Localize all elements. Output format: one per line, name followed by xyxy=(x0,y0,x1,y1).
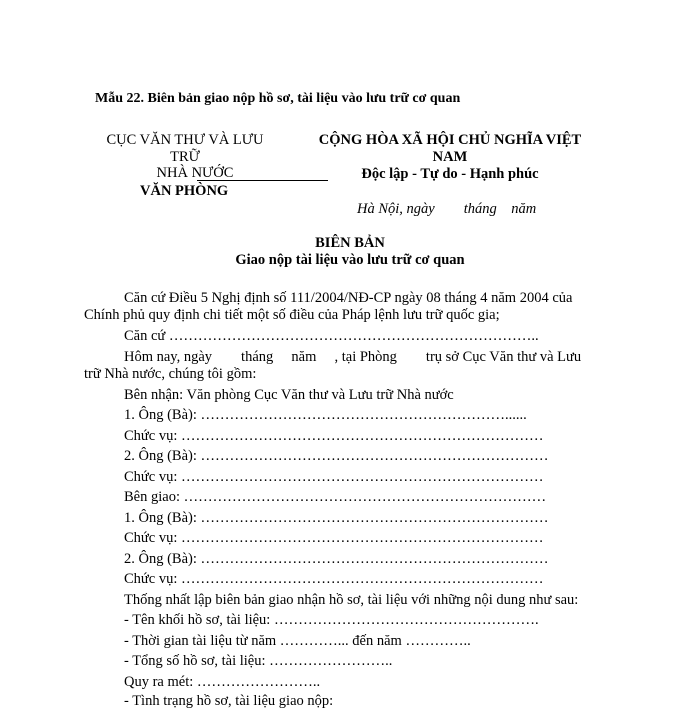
agency-name-line2: TRỮ xyxy=(170,149,200,165)
legal-basis-other: Căn cứ ………………………………………………………………….. xyxy=(124,328,539,344)
country-name-line1: CỘNG HÒA XÃ HỘI CHỦ NGHĨA VIỆT xyxy=(318,132,582,148)
giver-position-2: Chức vụ: ………………………………………………………………… xyxy=(124,571,544,587)
legal-basis-line2: Chính phủ quy định chi tiết một số điều của Pháp lệnh lưu trữ quốc gia; xyxy=(84,307,500,323)
document-subtitle: Giao nộp tài liệu vào lưu trữ cơ quan xyxy=(235,252,465,268)
item-total-records: - Tổng số hồ sơ, tài liệu: …………………….. xyxy=(124,653,393,669)
item-record-name: - Tên khối hồ sơ, tài liệu: ………………………………………………. xyxy=(124,612,539,628)
giver-person-2: 2. Ông (Bà): ……………………………………………………………… xyxy=(124,551,549,567)
country-name-line2: NAM xyxy=(432,149,468,165)
document-title: BIÊN BẢN xyxy=(315,235,385,251)
giver-party: Bên giao: ………………………………………………………………… xyxy=(124,489,547,505)
agreement-statement: Thống nhất lập biên bản giao nhận hồ sơ, tài liệu với những nội dung như sau: xyxy=(124,592,579,608)
form-title: Mẫu 22. Biên bản giao nộp hồ sơ, tài liệu vào lưu trữ cơ quan xyxy=(95,91,461,106)
item-condition: - Tình trạng hồ sơ, tài liệu giao nộp: xyxy=(124,693,334,709)
item-time-range: - Thời gian tài liệu từ năm …………... đến năm ………….. xyxy=(124,633,471,649)
place-date: Hà Nội, ngày tháng năm xyxy=(357,201,537,217)
item-meters: Quy ra mét: …………………….. xyxy=(124,674,321,690)
meeting-intro-line2: trữ Nhà nước, chúng tôi gồm: xyxy=(84,366,257,382)
national-motto: Độc lập - Tự do - Hạnh phúc xyxy=(361,166,539,182)
giver-person-1: 1. Ông (Bà): ……………………………………………………………… xyxy=(124,510,549,526)
agency-name-line1: CỤC VĂN THƯ VÀ LƯU xyxy=(106,132,264,148)
receiver-party: Bên nhận: Văn phòng Cục Văn thư và Lưu trữ Nhà nước xyxy=(124,387,454,403)
receiver-person-1: 1. Ông (Bà): ………………………………………………………...... xyxy=(124,407,527,423)
giver-position-1: Chức vụ: ………………………………………………………………… xyxy=(124,530,544,546)
receiver-position-1: Chức vụ: ………………………………………………………………… xyxy=(124,428,544,444)
meeting-intro-line1: Hôm nay, ngày tháng năm , tại Phòng trụ sở Cục Văn thư và Lưu xyxy=(124,349,582,365)
legal-basis-line1: Căn cứ Điều 5 Nghị định số 111/2004/NĐ-CP ngày 08 tháng 4 năm 2004 của xyxy=(124,290,573,306)
agency-office: VĂN PHÒNG xyxy=(140,183,229,199)
agency-name-line3: NHÀ NƯỚC xyxy=(156,165,234,181)
receiver-person-2: 2. Ông (Bà): ……………………………………………………………… xyxy=(124,448,549,464)
receiver-position-2: Chức vụ: ………………………………………………………………… xyxy=(124,469,544,485)
